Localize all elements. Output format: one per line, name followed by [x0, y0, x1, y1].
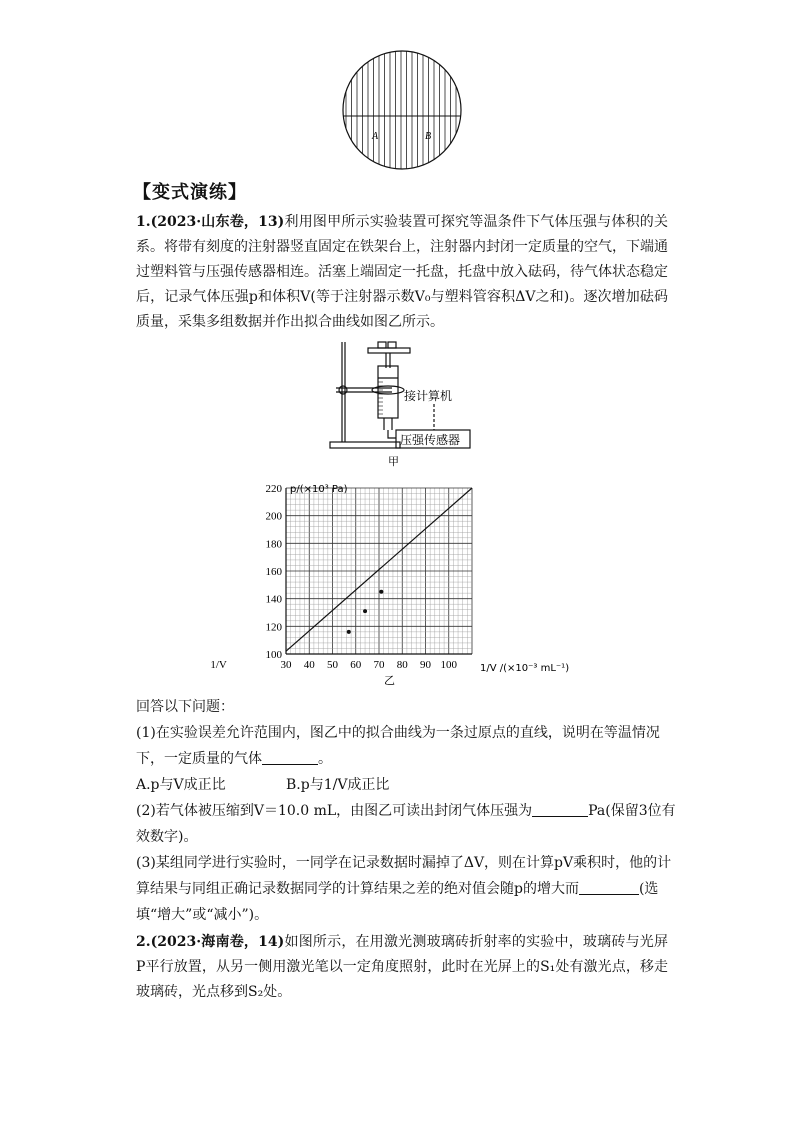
x-tick-label: 60 [350, 659, 362, 671]
question-1-stem [136, 210, 668, 335]
chart-data-point [347, 630, 351, 634]
question-2-number: 2. [136, 934, 151, 950]
question-1-source: (2023·山东卷，13) [150, 214, 285, 230]
section-title: 【变式演练】 [133, 182, 247, 203]
chart-ylabel: p/(×10³ Pa) [290, 484, 348, 495]
x-tick-label: 30 [280, 659, 292, 671]
circle-label-a: A [372, 131, 379, 142]
answer-blank-3[interactable] [579, 879, 639, 895]
chart-caption: 乙 [384, 674, 395, 687]
subquestion-3-text: (3)某组同学进行实验时，一同学在记录数据时漏掉了ΔV，则在计算pV乘积时，他的计算结果与同组正确记录数据同学的计算结果之差的绝对值会随p的增大而 [136, 855, 672, 897]
y-tick-label: 200 [265, 510, 282, 523]
question-2-text: 如图所示，在用激光测玻璃砖折射率的实验中，玻璃砖与光屏P平行放置，从另一侧用激光笔以一定角度照射，此时在光屏上的S₁处有激光点，移走玻璃砖，光点移到S₂处。 [136, 934, 668, 1000]
answer-blank-1[interactable] [262, 749, 318, 765]
question-1-intro: 回答以下问题： [136, 699, 234, 715]
y-tick-label: 120 [265, 621, 282, 634]
option-b[interactable]: B.p与1/V成正比 [286, 777, 390, 793]
question-2-stem [136, 930, 668, 1005]
question-1-text: 利用图甲所示实验装置可探究等温条件下气体压强与体积的关系。将带有刻度的注射器竖直固定在铁架台上，注射器内封闭一定质量的空气，下端通过塑料管与压强传感器相连。活塞上端固定一托盘，托盘中放入砝码，待气体状态稳定后，记录气体压强p和体积V(等于注射器示数V₀与塑料管容积ΔV之和)。逐次增加砝码质量，采集多组数据并作出拟合曲线如图乙所示。 [136, 214, 668, 330]
subquestion-1-end: 。 [318, 751, 332, 767]
circle-label-b: B [425, 131, 432, 142]
chart-data-point [363, 609, 367, 613]
subquestion-2 [136, 798, 676, 850]
x-tick-label: 80 [396, 659, 408, 671]
question-2-source: (2023·海南卷，14) [150, 934, 285, 950]
subquestion-3 [136, 850, 676, 928]
x-tick-label: 50 [327, 659, 338, 671]
x-tick-label: 40 [303, 659, 315, 671]
y-tick-label: 140 [265, 593, 282, 606]
subquestion-2-text: (2)若气体被压缩到V＝10.0 mL，由图乙可读出封闭气体压强为 [136, 803, 533, 819]
y-tick-label: 220 [265, 483, 282, 495]
subquestion-1-options [136, 772, 676, 798]
apparatus-label-sensor: 压强传感器 [400, 433, 461, 447]
question-1-subquestions [136, 694, 676, 928]
circle-figure [342, 50, 462, 170]
y-tick-label: 180 [265, 538, 282, 551]
x-tick-label: 70 [373, 659, 385, 671]
chart-data-point [379, 590, 383, 594]
option-a[interactable]: A.p与V成正比 [136, 777, 226, 793]
y-tick-label: 160 [265, 566, 282, 578]
subquestion-1 [136, 720, 676, 772]
x-tick-label: 1/V [210, 659, 227, 671]
subquestion-3-end: (选填“增大”或“减小”)。 [136, 881, 659, 923]
apparatus-label-computer: 接计算机 [404, 389, 453, 403]
apparatus-figure [322, 338, 482, 468]
subquestion-1-text: (1)在实验误差允许范围内，图乙中的拟合曲线为一条过原点的直线，说明在等温情况下，一定质量的气体 [136, 725, 660, 767]
pressure-chart [210, 478, 570, 690]
answer-blank-2[interactable] [532, 801, 588, 817]
question-1-number: 1. [136, 214, 151, 230]
y-tick-label: 100 [265, 649, 282, 661]
chart-xlabel: 1/V /(×10⁻³ mL⁻¹) [480, 663, 570, 674]
apparatus-caption: 甲 [388, 455, 399, 468]
x-tick-label: 100 [440, 659, 457, 671]
x-tick-label: 90 [420, 659, 431, 671]
subquestion-2-end: Pa(保留3位有效数字)。 [136, 803, 676, 845]
